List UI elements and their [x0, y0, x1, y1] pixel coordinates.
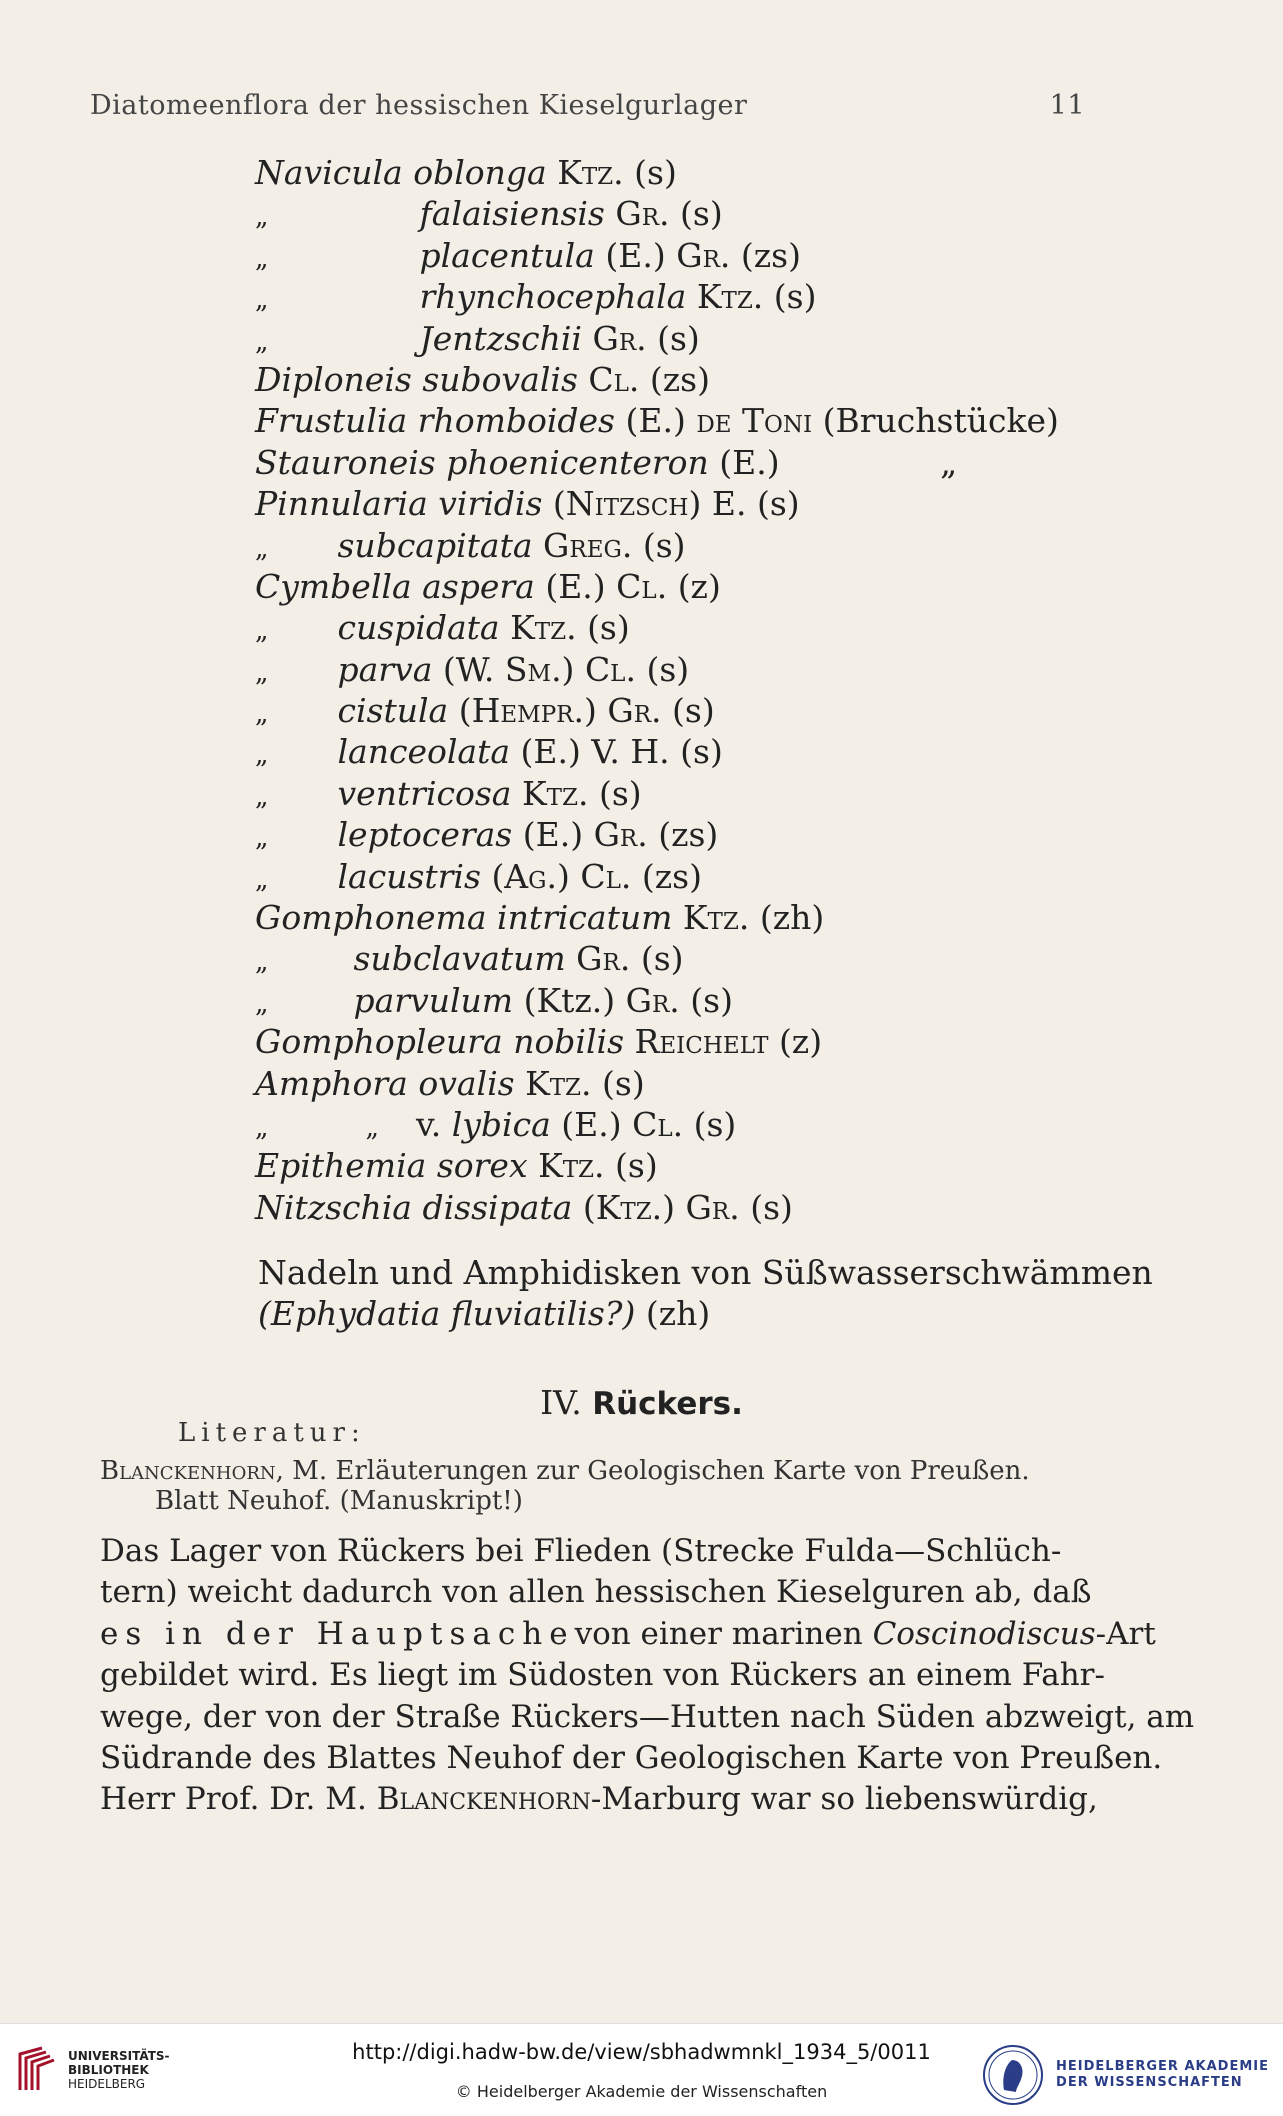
- author-name: Gr.: [593, 815, 648, 855]
- abundance-note: „: [940, 442, 958, 482]
- literature-line-2: Blatt Neuhof. (Manuskript!): [155, 1486, 523, 1516]
- abundance-note: (zh): [759, 898, 825, 938]
- ditto-mark: „: [365, 1112, 379, 1143]
- species-epithet: cistula: [337, 691, 449, 731]
- abundance-note: (s): [602, 1063, 645, 1103]
- species-epithet: rhynchocephala: [419, 277, 687, 317]
- species-entry: [255, 442, 1059, 483]
- section-place: Rückers.: [592, 1386, 743, 1422]
- species-entry: [255, 980, 1059, 1021]
- author-name: Ktz.: [525, 1063, 592, 1103]
- abundance-note: (s): [773, 277, 817, 317]
- species-epithet: leptoceras: [337, 815, 513, 855]
- species-entry: [255, 400, 1059, 441]
- genus-name: Frustulia: [255, 401, 408, 441]
- ditto-mark: „: [255, 285, 269, 316]
- author-name: Ktz.: [521, 773, 589, 813]
- running-head-title: Diatomeenflora der hessischen Kieselgurlager: [90, 90, 748, 121]
- author-parenthetical: (E.): [522, 815, 584, 855]
- author-parenthetical: (E.): [625, 401, 686, 441]
- author-name: Cl.: [632, 1104, 684, 1144]
- body-text-fragment: [575, 1614, 1156, 1655]
- author-parenthetical: (E.): [719, 442, 780, 482]
- ditto-mark: „: [255, 947, 269, 978]
- literature-reference: [100, 1456, 1095, 1516]
- author-parenthetical: (Hempr.): [458, 691, 597, 731]
- species-epithet: ventricosa: [337, 773, 512, 813]
- author-parenthetical: (Ktz.): [582, 1187, 676, 1227]
- ditto-mark: „: [255, 202, 269, 233]
- abundance-note: (s): [587, 608, 630, 648]
- author-name: de Toni: [696, 401, 813, 441]
- abundance-note: (s): [640, 939, 684, 979]
- species-entry: [255, 1187, 1059, 1228]
- abundance-note: (s): [693, 1104, 737, 1144]
- genus-name: Diploneis: [255, 359, 412, 399]
- author-name: Gr.: [607, 691, 662, 731]
- genus-name: Gomphopleura: [255, 1022, 503, 1062]
- author-name: Gr.: [592, 318, 647, 358]
- species-epithet: subcapitata: [337, 525, 533, 565]
- body-line: [100, 1779, 1098, 1820]
- species-epithet: subclavatum: [353, 939, 566, 979]
- species-epithet: viridis: [438, 484, 543, 524]
- genus-name: Pinnularia: [255, 484, 428, 524]
- literature-author: Blanckenhorn,: [100, 1456, 284, 1486]
- abundance-note: (z): [677, 566, 721, 606]
- library-name-line-3: HEIDELBERG: [68, 2077, 146, 2091]
- author-name: Ktz.: [696, 277, 764, 317]
- author-name: Reichelt: [634, 1022, 769, 1062]
- sponge-abundance: (zh): [645, 1294, 711, 1333]
- body-text-fragment: -Art: [1095, 1615, 1156, 1652]
- body-text-fragment: Herr Prof. Dr. M.: [100, 1781, 367, 1818]
- species-entry: [255, 814, 1059, 855]
- sponge-entry: [258, 1252, 1153, 1334]
- author-name: E.: [711, 484, 747, 524]
- ditto-mark: „: [255, 823, 269, 854]
- author-parenthetical: (E.): [561, 1104, 622, 1144]
- genus-name: Amphora: [255, 1063, 408, 1103]
- species-epithet: sorex: [436, 1146, 528, 1186]
- species-entry: [255, 1145, 1059, 1186]
- abundance-note: (s): [646, 649, 690, 689]
- body-line: Das Lager von Rückers bei Flieden (Strecke Fulda—Schlüch-: [100, 1533, 1062, 1569]
- species-entry: [255, 856, 1059, 897]
- species-epithet: lybica: [451, 1104, 551, 1144]
- species-entry: [255, 525, 1059, 566]
- species-epithet: intricatum: [497, 898, 673, 938]
- genus-name: Coscinodiscus: [872, 1615, 1096, 1652]
- academy-logo[interactable]: [982, 2044, 1269, 2106]
- abundance-note: (s): [756, 484, 800, 524]
- emphasized-text: es in der Hauptsache: [100, 1615, 575, 1652]
- genus-name: Gomphonema: [255, 898, 487, 938]
- species-entry: [255, 690, 1059, 731]
- abundance-note: (zs): [649, 359, 710, 399]
- abundance-note: (zs): [740, 235, 801, 275]
- footer-bar: [0, 2023, 1283, 2116]
- species-epithet: nobilis: [513, 1022, 625, 1062]
- ditto-mark: „: [255, 657, 269, 688]
- genus-name: Navicula: [255, 153, 403, 192]
- species-epithet: lacustris: [337, 856, 481, 896]
- variety-label: v.: [416, 1104, 442, 1144]
- copyright-notice: © Heidelberger Akademie der Wissenschaften: [455, 2082, 828, 2101]
- species-epithet: oblonga: [413, 153, 547, 192]
- running-head: [90, 90, 1085, 121]
- species-epithet: dissipata: [422, 1187, 573, 1227]
- species-entry: [255, 607, 1059, 648]
- species-entry: [255, 152, 1059, 193]
- author-parenthetical: (Nitzsch): [552, 484, 702, 524]
- person-name: Blanckenhorn: [376, 1781, 591, 1818]
- species-entry: [255, 276, 1059, 317]
- ditto-mark: „: [255, 243, 269, 274]
- author-parenthetical: (Ktz.): [523, 980, 616, 1020]
- species-epithet: lanceolata: [337, 732, 511, 772]
- body-text-fragment: -Marburg war so liebenswürdig,: [590, 1781, 1098, 1818]
- section-heading: [0, 1383, 1283, 1422]
- academy-name-line-2: DER WISSENSCHAFTEN: [1056, 2075, 1243, 2090]
- species-epithet: parvulum: [353, 980, 514, 1020]
- abundance-note: (zs): [658, 815, 719, 855]
- genus-name: Cymbella: [255, 566, 412, 606]
- species-entry: [255, 1021, 1059, 1062]
- species-epithet: subovalis: [422, 359, 578, 399]
- author-name: Cl.: [588, 359, 640, 399]
- body-line: tern) weicht dadurch von allen hessischen Kieselguren ab, daß: [100, 1574, 1092, 1611]
- species-entry: [255, 483, 1059, 524]
- body-paragraph: [100, 1531, 1195, 1821]
- abundance-note: (s): [672, 691, 715, 731]
- ditto-mark: „: [255, 326, 269, 357]
- species-list: [255, 152, 1059, 1228]
- sponge-species: (Ephydatia fluviatilis?): [258, 1294, 636, 1333]
- page-number: 11: [1049, 90, 1085, 121]
- author-name: Gr.: [615, 194, 670, 234]
- ditto-mark: „: [255, 864, 269, 895]
- author-name: Gr.: [576, 939, 631, 979]
- ditto-mark: „: [255, 616, 269, 647]
- ditto-mark: „: [255, 781, 269, 812]
- author-name: V. H.: [591, 732, 670, 772]
- author-name: Cl.: [580, 856, 632, 896]
- abundance-note: (s): [680, 194, 723, 234]
- ditto-mark: „: [255, 1112, 269, 1143]
- author-name: Ktz.: [682, 898, 750, 938]
- author-parenthetical: (E.): [605, 235, 666, 275]
- abundance-note: (Bruchstücke): [822, 401, 1059, 441]
- literature-line-1: [100, 1456, 1095, 1486]
- species-epithet: falaisiensis: [419, 194, 605, 234]
- species-entry: [255, 193, 1059, 234]
- author-name: Cl.: [616, 566, 668, 606]
- species-entry: [255, 566, 1059, 607]
- species-entry: [255, 235, 1059, 276]
- species-entry: [255, 731, 1059, 772]
- ditto-mark: „: [255, 699, 269, 730]
- species-epithet: rhomboides: [417, 401, 615, 441]
- ditto-mark: „: [255, 533, 269, 564]
- species-epithet: aspera: [422, 566, 535, 606]
- abundance-note: (zs): [641, 856, 702, 896]
- body-line: gebildet wird. Es liegt im Südosten von Rückers an einem Fahr-: [100, 1657, 1105, 1694]
- abundance-note: (s): [615, 1146, 658, 1186]
- species-epithet: Jentzschii: [419, 318, 582, 358]
- abundance-note: (s): [634, 153, 677, 192]
- library-name-line-2: BIBLIOTHEK: [68, 2063, 149, 2077]
- species-epithet: parva: [337, 649, 433, 689]
- author-name: Gr.: [625, 980, 680, 1020]
- species-entry: [255, 318, 1059, 359]
- species-entry: [255, 359, 1059, 400]
- abundance-note: (s): [680, 732, 723, 772]
- author-name: Gr.: [685, 1187, 740, 1227]
- literature-label: Literatur:: [178, 1418, 366, 1448]
- author-name: Gr.: [676, 235, 731, 275]
- author-parenthetical: (W. Sm.): [442, 649, 575, 689]
- author-parenthetical: (Ag.): [491, 856, 570, 896]
- author-name: Ktz.: [510, 608, 577, 648]
- genus-name: Nitzschia: [255, 1187, 412, 1227]
- academy-name: [1056, 2059, 1269, 2091]
- abundance-note: (z): [778, 1022, 823, 1062]
- species-epithet: placentula: [419, 235, 595, 275]
- sponge-line-1: Nadeln und Amphidisken von Süßwasserschwämmen: [258, 1253, 1153, 1292]
- species-entry: [255, 773, 1059, 814]
- genus-name: Stauroneis: [255, 442, 436, 482]
- author-name: Ktz.: [557, 153, 624, 192]
- section-number: IV.: [540, 1383, 582, 1422]
- abundance-note: (s): [598, 773, 642, 813]
- academy-seal-icon: [982, 2044, 1044, 2106]
- author-name: Greg.: [543, 525, 633, 565]
- author-name: Ktz.: [538, 1146, 605, 1186]
- species-entry: [255, 1063, 1059, 1104]
- author-parenthetical: (E.): [520, 732, 581, 772]
- literature-title: M. Erläuterungen zur Geologischen Karte von Preußen.: [292, 1456, 1030, 1486]
- species-entry: [255, 897, 1059, 938]
- abundance-note: (s): [690, 980, 733, 1020]
- body-text-fragment: [100, 1779, 1098, 1820]
- species-epithet: phoenicenteron: [446, 442, 709, 482]
- species-epithet: cuspidata: [337, 608, 500, 648]
- author-parenthetical: (E.): [545, 566, 606, 606]
- academy-name-line-1: HEIDELBERGER AKADEMIE: [1056, 2059, 1269, 2074]
- species-entry: [255, 938, 1059, 979]
- ditto-mark: „: [255, 988, 269, 1019]
- species-entry: [255, 649, 1059, 690]
- body-line: wege, der von der Straße Rückers—Hutten nach Süden abzweigt, am: [100, 1698, 1195, 1735]
- species-epithet: ovalis: [418, 1063, 515, 1103]
- genus-name: Epithemia: [255, 1146, 427, 1186]
- permalink-url[interactable]: http://digi.hadw-bw.de/view/sbhadwmnkl_1934_5/0011: [352, 2040, 931, 2064]
- abundance-note: (s): [642, 525, 686, 565]
- ditto-mark: „: [255, 740, 269, 771]
- body-text-fragment: von einer marinen: [574, 1615, 863, 1652]
- species-entry: [255, 1104, 1059, 1145]
- author-name: Cl.: [584, 649, 636, 689]
- sponge-line-2: [258, 1293, 1153, 1334]
- body-line: Südrande des Blattes Neuhof der Geologischen Karte von Preußen.: [100, 1740, 1163, 1777]
- abundance-note: (s): [657, 318, 700, 358]
- abundance-note: (s): [750, 1187, 793, 1227]
- library-name-line-1: UNIVERSITÄTS-: [68, 2049, 170, 2063]
- body-line: [100, 1614, 1156, 1655]
